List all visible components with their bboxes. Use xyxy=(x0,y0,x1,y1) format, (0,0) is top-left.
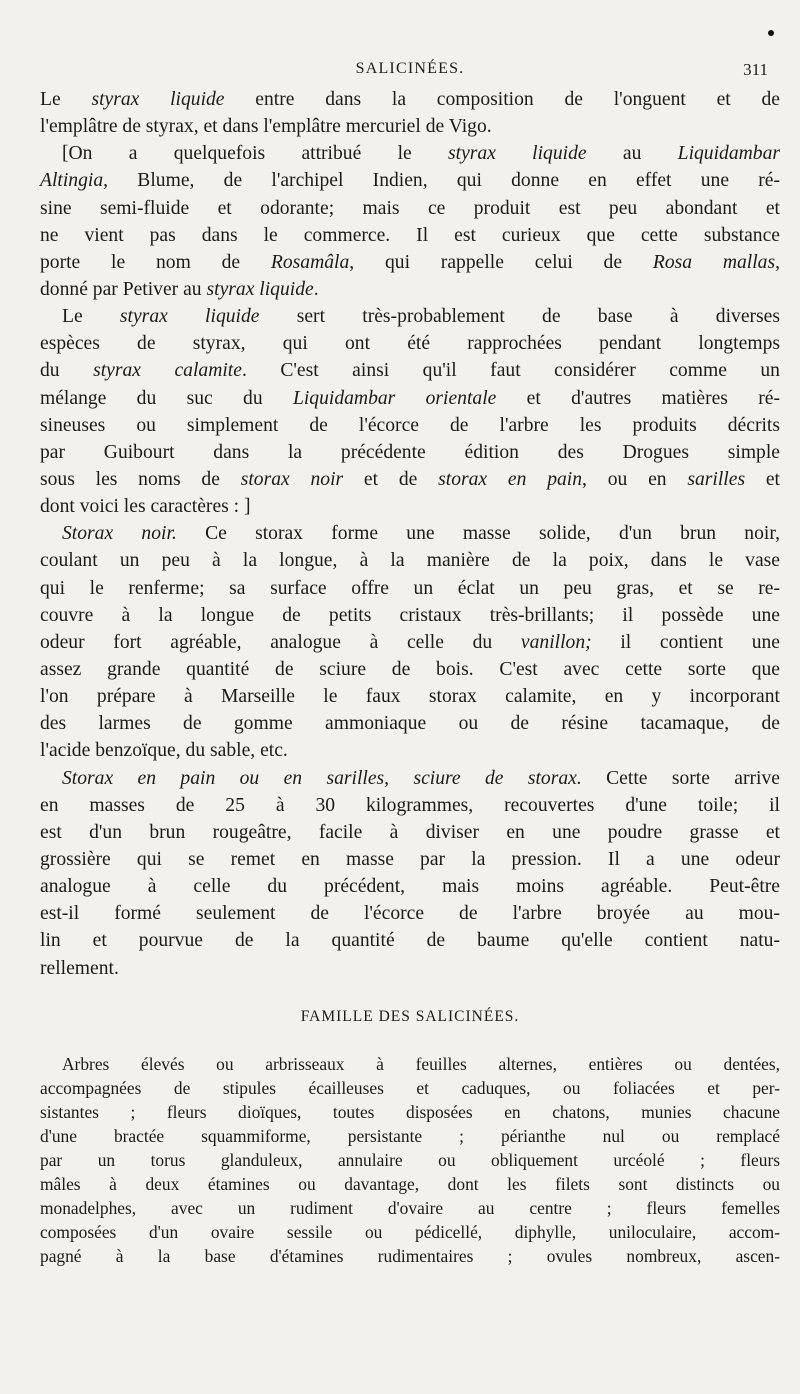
text-line: Altingia, Blume, de l'archipel Indien, qui donne en effet une ré- xyxy=(40,170,780,192)
text-line: est-il formé seulement de l'écorce de l'arbre broyée au mou- xyxy=(40,903,780,925)
text-line: Le styrax liquide sert très-probablement de base à diverses xyxy=(62,306,781,328)
text-line-small: accompagnées de stipules écailleuses et caduques, ou foliacées et per- xyxy=(40,1077,780,1098)
page-number: 311 xyxy=(743,60,768,79)
text-line: mélange du suc du Liquidambar orientale et d'autres matières ré- xyxy=(40,387,780,409)
running-head xyxy=(40,60,780,84)
text-line: Storax noir. Ce storax forme une masse solide, d'un brun noir, xyxy=(62,523,780,545)
text-line: grossière qui se remet en masse par la pression. Il a une odeur xyxy=(40,848,780,870)
text-line: sineuses ou simplement de l'écorce de l'arbre les produits décrits xyxy=(40,414,780,436)
section-heading: FAMILLE DES SALICINÉES. xyxy=(300,1007,520,1025)
text-line: par Guibourt dans la précédente édition des Drogues simple xyxy=(40,441,780,463)
text-line: l'emplâtre de styrax, et dans l'emplâtre mercuriel de Vigo. xyxy=(40,116,492,138)
text-line: donné par Petiver au styrax liquide. xyxy=(40,278,319,300)
text-line: analogue à celle du précédent, mais moins agréable. Peut-être xyxy=(40,876,780,898)
text-line: Le styrax liquide entre dans la composition de l'onguent et de xyxy=(40,89,780,110)
text-line: couvre à la longue de petits cristaux très-brillants; il possède une xyxy=(40,604,780,626)
text-line-small: d'une bractée squammiforme, persistante ; périanthe nul ou remplacé xyxy=(40,1125,780,1146)
text-line: porte le nom de Rosamâla, qui rappelle celui de Rosa mallas, xyxy=(40,251,781,273)
running-title: SALICINÉES. xyxy=(355,60,465,77)
text-line: dont voici les caractères : ] xyxy=(40,496,251,518)
text-line-small: monadelphes, avec un rudiment d'ovaire au centre ; fleurs femelles xyxy=(40,1198,780,1219)
text-line: sine semi-fluide et odorante; mais ce produit est peu abondant et xyxy=(40,197,780,219)
text-line: en masses de 25 à 30 kilogrammes, recouvertes d'une toile; il xyxy=(40,794,780,816)
text-line-small: sistantes ; fleurs dioïques, toutes disposées en chatons, munies chacune xyxy=(40,1101,780,1122)
text-line: sous les noms de storax noir et de storax en pain, ou en sarilles et xyxy=(40,468,781,490)
text-line: des larmes de gomme ammoniaque ou de résine tacamaque, de xyxy=(40,713,780,735)
text-line: du styrax calamite. C'est ainsi qu'il faut considérer comme un xyxy=(40,360,780,382)
text-line: [On a quelquefois attribué le styrax liquide au Liquidambar xyxy=(62,143,781,165)
family-description xyxy=(40,1052,780,1269)
text-line-small: pagné à la base d'étamines rudimentaires ; ovules nombreux, ascen- xyxy=(40,1246,780,1267)
text-line: coulant un peu à la longue, à la manière de la poix, dans le vase xyxy=(40,550,780,572)
text-line: l'acide benzoïque, du sable, etc. xyxy=(40,740,288,762)
text-line: ne vient pas dans le commerce. Il est curieux que cette substance xyxy=(40,224,780,246)
text-line-small: Arbres élevés ou arbrisseaux à feuilles alternes, entières ou dentées, xyxy=(62,1053,780,1074)
body-text xyxy=(40,86,780,982)
text-line: qui le renferme; sa surface offre un éclat un peu gras, et se re- xyxy=(40,577,780,599)
text-line-small: par un torus glanduleux, annulaire ou obliquement urcéolé ; fleurs xyxy=(40,1150,780,1171)
print-mark xyxy=(768,30,774,36)
text-line-small: composées d'un ovaire sessile ou pédicellé, diphylle, uniloculaire, accom- xyxy=(40,1222,780,1243)
text-line: espèces de styrax, qui ont été rapprochées pendant longtemps xyxy=(40,333,780,355)
text-line: Storax en pain ou en sarilles, sciure de storax. Cette sorte arrive xyxy=(62,767,780,789)
text-block xyxy=(40,86,780,1268)
text-line-small: mâles à deux étamines ou davantage, dont les filets sont distincts ou xyxy=(40,1174,780,1195)
text-line: assez grande quantité de sciure de bois. C'est avec cette sorte que xyxy=(40,658,780,680)
text-line: l'on prépare à Marseille le faux storax calamite, en y incorporant xyxy=(40,686,780,708)
text-line: est d'un brun rougeâtre, facile à diviser en une poudre grasse et xyxy=(40,821,780,843)
text-line: lin et pourvue de la quantité de baume qu'elle contient natu- xyxy=(40,930,780,952)
text-line: odeur fort agréable, analogue à celle du vanillon; il contient une xyxy=(40,631,780,653)
text-line: rellement. xyxy=(40,957,119,979)
